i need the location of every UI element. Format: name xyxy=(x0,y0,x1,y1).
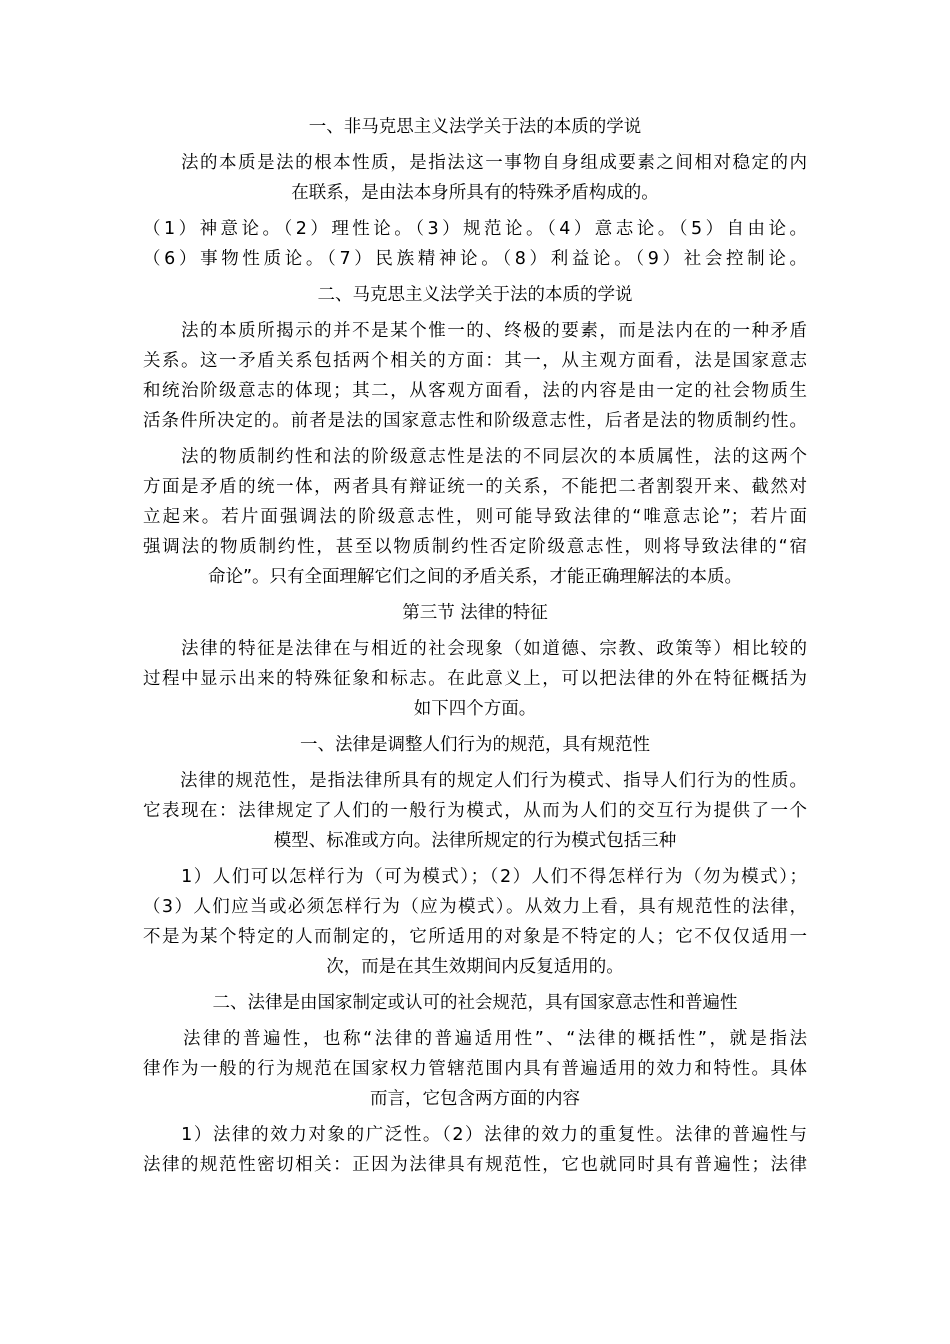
paragraph-line: 法律的规范性密切相关：正因为法律具有规范性，它也就同时具有普遍性；法律 xyxy=(143,1155,807,1175)
paragraph-line: 律作为一般的行为规范在国家权力管辖范围内具有普遍适用的效力和特性。具体 xyxy=(143,1059,807,1079)
paragraph-line: 模型、标准或方向。法律所规定的行为模式包括三种 xyxy=(273,831,677,851)
paragraph-line: 活条件所决定的。前者是法的国家意志性和阶级意志性，后者是法的物质制约性。 xyxy=(143,411,807,431)
paragraph-line: 方面是矛盾的统一体，两者具有辩证统一的关系，不能把二者割裂开来、截然对 xyxy=(143,477,807,497)
paragraph-line: （6）事物性质论。（7）民族精神论。（8）利益论。（9）社会控制论。 xyxy=(143,249,807,269)
paragraph-line: 命论”。只有全面理解它们之间的矛盾关系，才能正确理解法的本质。 xyxy=(207,567,743,587)
document-page xyxy=(143,112,807,1180)
paragraph-line: 如下四个方面。 xyxy=(413,699,537,719)
paragraph-line: 在联系，是由法本身所具有的特殊矛盾构成的。 xyxy=(291,183,659,203)
paragraph-line: 法的物质制约性和法的阶级意志性是法的不同层次的本质属性，法的这两个 xyxy=(143,447,807,467)
paragraph-line: 法律的特征是法律在与相近的社会现象（如道德、宗教、政策等）相比较的 xyxy=(143,639,807,659)
paragraph-line: 过程中显示出来的特殊征象和标志。在此意义上，可以把法律的外在特征概括为 xyxy=(143,669,807,689)
paragraph-line: 1）法律的效力对象的广泛性。（2）法律的效力的重复性。法律的普遍性与 xyxy=(143,1125,807,1145)
paragraph-line: 次，而是在其生效期间内反复适用的。 xyxy=(326,957,624,977)
paragraph-line: 1）人们可以怎样行为（可为模式）；（2）人们不得怎样行为（勿为模式）； xyxy=(143,867,807,887)
paragraph-line: 和统治阶级意志的体现；其二，从客观方面看，法的内容是由一定的社会物质生 xyxy=(143,381,807,401)
paragraph-line: 而言，它包含两方面的内容 xyxy=(370,1089,580,1109)
paragraph-line: 不是为某个特定的人而制定的，它所适用的对象是不特定的人；它不仅仅适用一 xyxy=(143,927,807,947)
paragraph-line: 法的本质所揭示的并不是某个惟一的、终极的要素，而是法内在的一种矛盾 xyxy=(143,321,807,341)
section-heading: 二、马克思主义法学关于法的本质的学说 xyxy=(317,285,633,305)
section-heading: 二、法律是由国家制定或认可的社会规范，具有国家意志性和普遍性 xyxy=(212,993,738,1013)
paragraph-line: 关系。这一矛盾关系包括两个相关的方面：其一，从主观方面看，法是国家意志 xyxy=(143,351,807,371)
paragraph-line: （3）人们应当或必须怎样行为（应为模式）。从效力上看，具有规范性的法律， xyxy=(143,897,807,917)
paragraph-line: 强调法的物质制约性，甚至以物质制约性否定阶级意志性，则将导致法律的“宿 xyxy=(143,537,807,557)
paragraph-line: 法律的规范性，是指法律所具有的规定人们行为模式、指导人们行为的性质。 xyxy=(143,771,807,791)
paragraph-line: 法律的普遍性，也称“法律的普遍适用性”、“法律的概括性”，就是指法 xyxy=(143,1029,807,1049)
paragraph-line: （1）神意论。（2）理性论。（3）规范论。（4）意志论。（5）自由论。 xyxy=(143,219,807,239)
section-heading: 第三节 法律的特征 xyxy=(402,603,548,623)
paragraph-line: 它表现在：法律规定了人们的一般行为模式，从而为人们的交互行为提供了一个 xyxy=(143,801,807,821)
section-heading: 一、法律是调整人们行为的规范，具有规范性 xyxy=(300,735,650,755)
section-heading: 一、非马克思主义法学关于法的本质的学说 xyxy=(308,117,642,137)
paragraph-line: 立起来。若片面强调法的阶级意志性，则可能导致法律的“唯意志论”；若片面 xyxy=(143,507,807,527)
paragraph-line: 法的本质是法的根本性质，是指法这一事物自身组成要素之间相对稳定的内 xyxy=(143,153,807,173)
